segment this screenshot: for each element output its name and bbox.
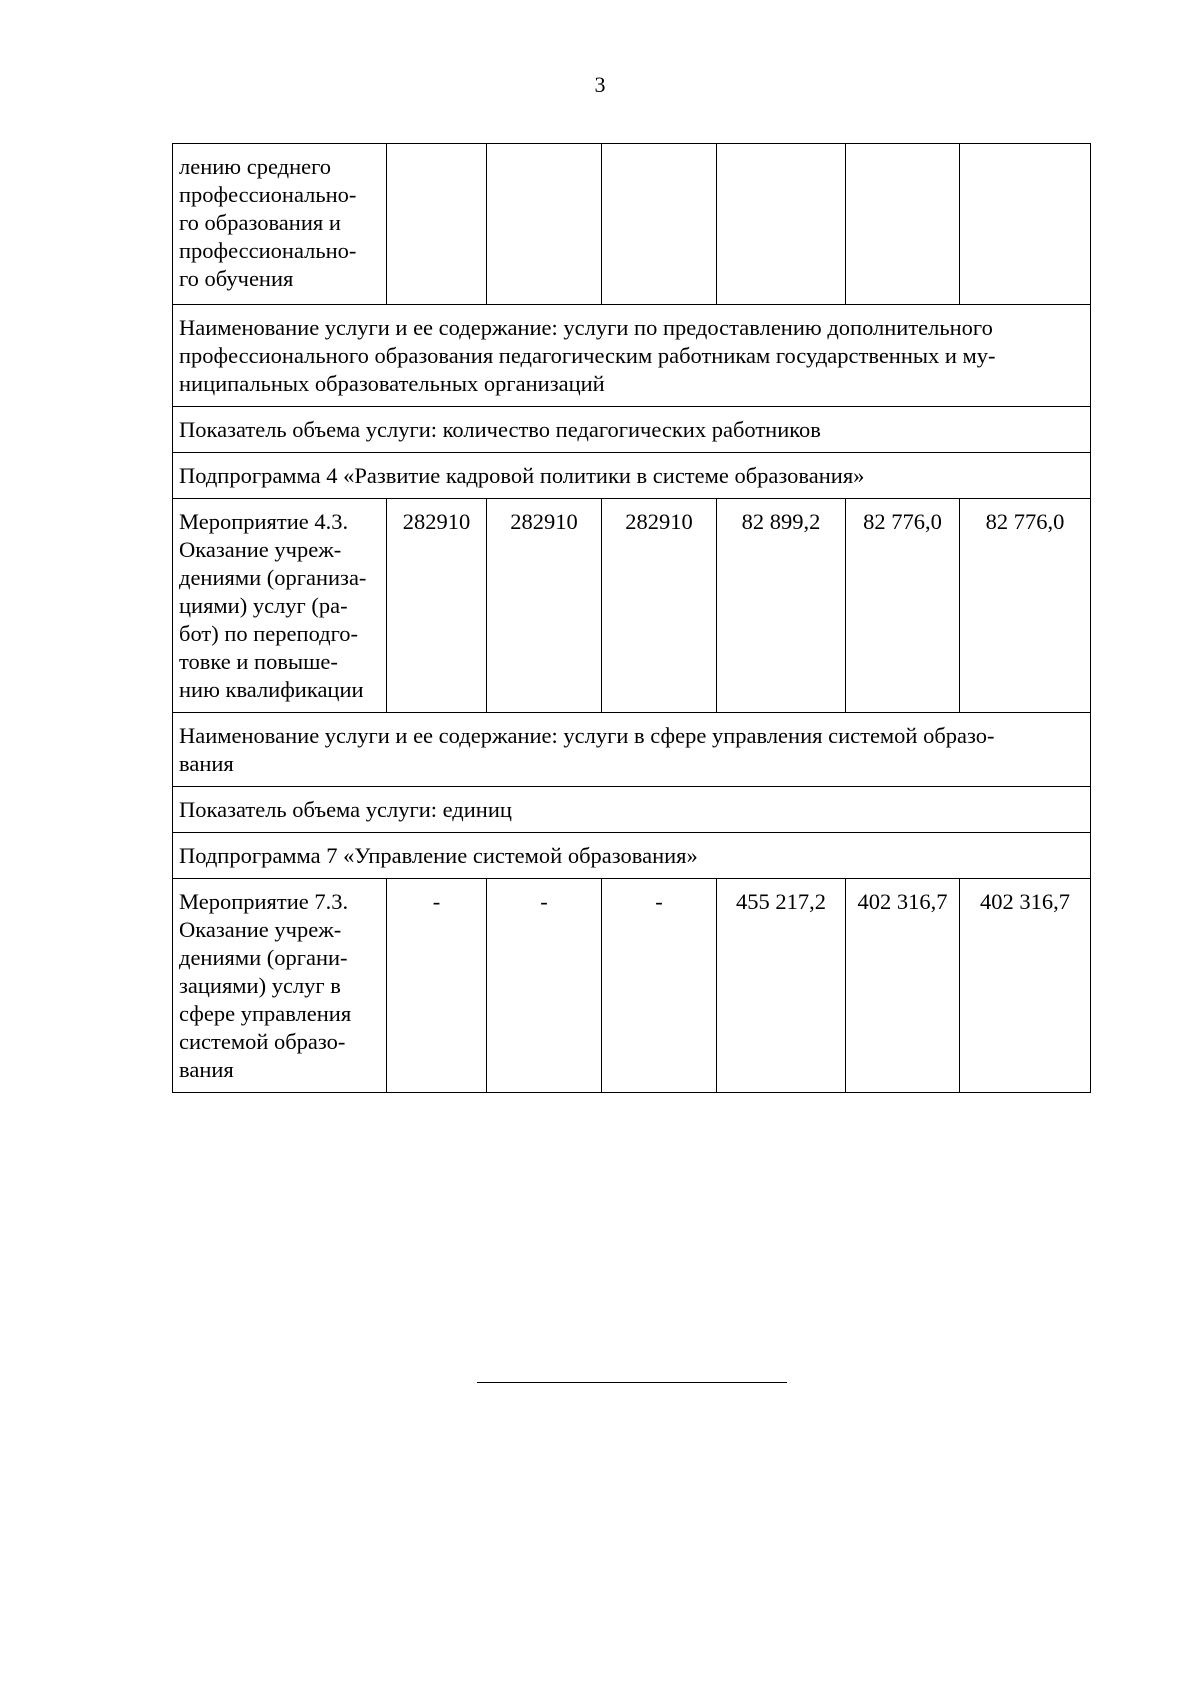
table-row-service-name (173, 713, 1091, 787)
value-cell: 402 316,7 (846, 879, 960, 1093)
volume-indicator-cell: Показатель объема услуги: количество педагогических работников (173, 407, 1091, 453)
value-cell: 82 776,0 (960, 499, 1091, 713)
value-cell: 282910 (487, 499, 602, 713)
activity-name-cell: Мероприятие 4.3. Оказание учреж- дениями (организа- циями) услуг (ра- бот) по переподго- товке и повыше- нию квалификации (173, 499, 387, 713)
end-of-document-rule (477, 1382, 787, 1383)
table-row-activity (173, 499, 1091, 713)
value-cell: 82 899,2 (717, 499, 846, 713)
value-cell: 455 217,2 (717, 879, 846, 1093)
value-cell: - (602, 879, 717, 1093)
page-number: 3 (594, 72, 606, 97)
volume-indicator-cell: Показатель объема услуги: единиц (173, 787, 1091, 833)
value-cell: 82 776,0 (846, 499, 960, 713)
value-cell (487, 144, 602, 305)
table-row-subprogram (173, 833, 1091, 879)
activity-name-cell: лению среднего профессионально- го образования и профессионально- го обучения (173, 144, 387, 305)
table-row-continued (173, 144, 1091, 305)
table-row-volume-indicator (173, 407, 1091, 453)
subprogram-cell: Подпрограмма 7 «Управление системой образования» (173, 833, 1091, 879)
value-cell (846, 144, 960, 305)
services-table (172, 143, 1091, 1093)
service-name-cell: Наименование услуги и ее содержание: услуги в сфере управления системой образо- вания (173, 713, 1091, 787)
table-row-subprogram (173, 453, 1091, 499)
value-cell: - (387, 879, 487, 1093)
subprogram-cell: Подпрограмма 4 «Развитие кадровой политики в системе образования» (173, 453, 1091, 499)
value-cell: 402 316,7 (960, 879, 1091, 1093)
value-cell (387, 144, 487, 305)
value-cell (960, 144, 1091, 305)
activity-name-cell: Мероприятие 7.3. Оказание учреж- дениями (органи- зациями) услуг в сфере управления системой образо- вания (173, 879, 387, 1093)
value-cell (602, 144, 717, 305)
table-row-service-name (173, 305, 1091, 407)
table-row-activity (173, 879, 1091, 1093)
value-cell (717, 144, 846, 305)
value-cell: 282910 (602, 499, 717, 713)
value-cell: - (487, 879, 602, 1093)
service-name-cell: Наименование услуги и ее содержание: услуги по предоставлению дополнительного профессионального образования педагогическим работникам государственных и му- ниципальных образовательных организаций (173, 305, 1091, 407)
table-row-volume-indicator (173, 787, 1091, 833)
value-cell: 282910 (387, 499, 487, 713)
